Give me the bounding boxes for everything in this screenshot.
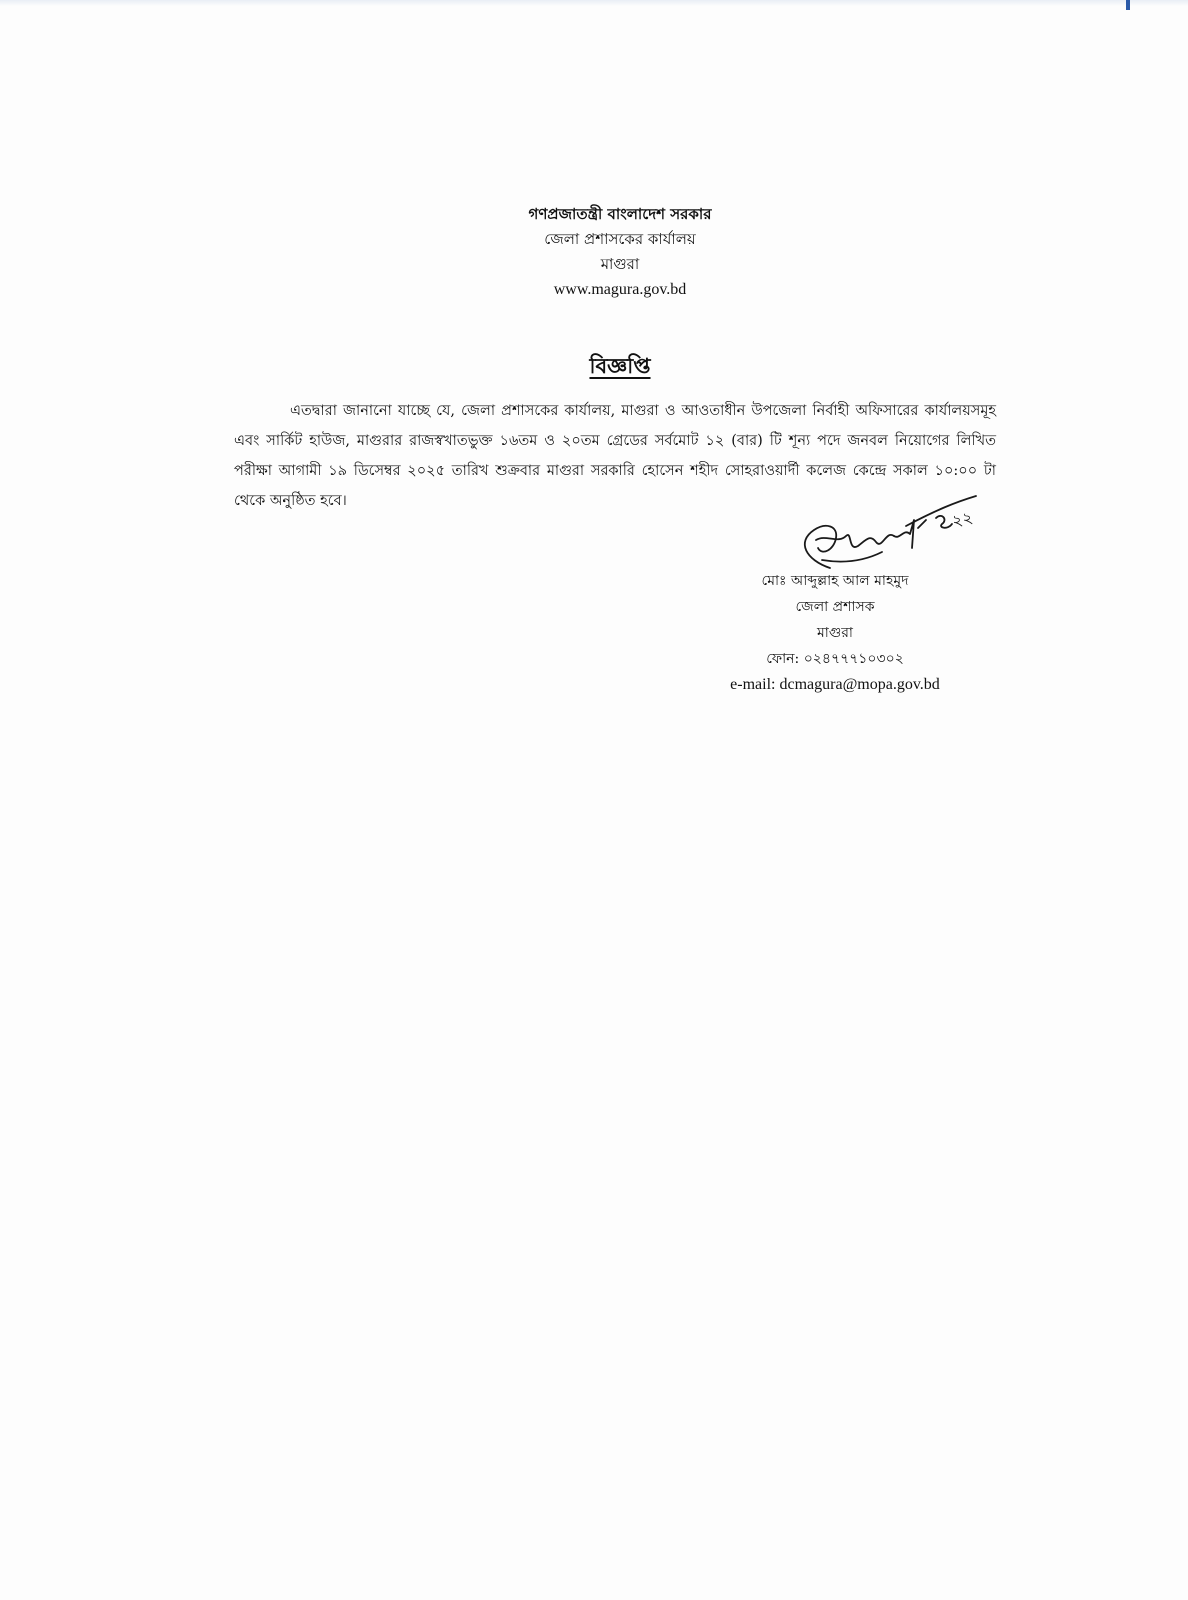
signatory-district: মাগুরা	[816, 625, 853, 641]
signature-date: ২২	[950, 507, 975, 531]
signatory-designation: জেলা প্রশাসক	[795, 599, 875, 615]
government-name: গণপ্রজাতন্ত্রী বাংলাদেশ সরকার	[528, 205, 712, 223]
district-name: মাগুরা	[600, 255, 640, 273]
website-link[interactable]: www.magura.gov.bd	[553, 281, 687, 298]
scan-mark	[1126, 0, 1130, 10]
signatory-phone: ফোন: ০২৪৭৭৭১০৩০২	[766, 651, 904, 667]
notice-title-text: বিজ্ঞপ্তি	[589, 353, 651, 378]
signatory-name: মোঃ আব্দুল্লাহ আল মাহমুদ	[761, 573, 909, 589]
signatory-email[interactable]: e-mail: dcmagura@mopa.gov.bd	[730, 676, 940, 693]
office-name: জেলা প্রশাসকের কার্যালয়	[544, 230, 696, 248]
letterhead	[0, 202, 1188, 302]
scan-edge	[0, 0, 1188, 6]
notice-title	[0, 350, 1188, 385]
notice-body: এতদ্বারা জানানো যাচ্ছে যে, জেলা প্রশাসকের কার্যালয়, মাগুরা ও আওতাধীন উপজেলা নির্বাহী অফিসারের কার্যালয়সমূহ এবং সার্কিট হাউজ, মাগুরার রাজস্বখাতভুক্ত ১৬তম ও ২০তম গ্রেডের সর্বমোট ১২ (বার) টি শূন্য পদে জনবল নিয়োগের লিখিত পরীক্ষা আগামী ১৯ ডিসেম্বর ২০২৫ তারিখ শুক্রবার মাগুরা সরকারি হোসেন শহীদ সোহরাওয়ার্দী কলেজ কেন্দ্রে সকাল ১০:০০ টা থেকে অনুষ্ঠিত হবে।	[234, 403, 996, 509]
signatory-block	[700, 568, 970, 698]
